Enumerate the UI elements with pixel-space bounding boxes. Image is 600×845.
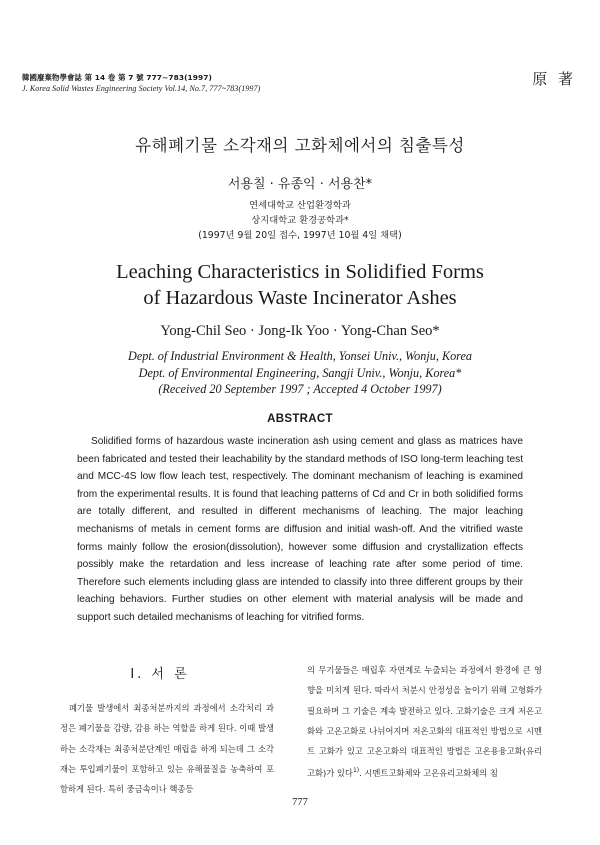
journal-name-korean: 韓國廢棄物學會誌 第 14 卷 第 7 號 777~783(1997) — [22, 73, 212, 82]
korean-affiliations — [0, 198, 600, 243]
reference-mark[interactable]: 1) — [352, 767, 360, 775]
body-column-left — [60, 698, 274, 799]
journal-name-english: J. Korea Solid Wastes Engineering Society Vol.14, No.7, 777~783(1997) — [22, 84, 261, 93]
korean-title: 유해폐기물 소각재의 고화체에서의 침출특성 — [135, 136, 465, 155]
introduction-paragraph-right — [307, 660, 542, 784]
korean-received-date: (1997년 9월 20일 접수, 1997년 10월 4일 채택) — [198, 230, 402, 241]
section-title-introduction: Ⅰ. 서 론 — [130, 667, 190, 682]
english-authors: Yong-Chil Seo · Jong-Ik Yoo · Yong-Chan Seo* — [160, 323, 440, 339]
introduction-text-part-1: 의 무기물들은 매립후 자연계로 누출되는 과정에서 환경에 큰 영향을 미치게 된다. 따라서 처분시 안정성을 높이기 위해 고형화가 필요하며 그 기술은 계속 발전하고 있다. 고화기술은 크게 저온고화와 고온고화로 나뉘어지며 저온고화의 대표적인 방법으로 시멘트 고화가 있고 고온고화의 대표적인 방법은 고온용융고화(유리고화)가 있다 — [307, 665, 542, 779]
introduction-text-part-2: . 시멘트고화체와 고온유리고화체의 침 — [359, 768, 498, 779]
korean-affiliation-2: 상지대학교 환경공학과* — [251, 215, 349, 226]
korean-authors: 서용칠 · 유종익 · 서용찬* — [227, 177, 373, 192]
english-received-date: (Received 20 September 1997 ; Accepted 4 October 1997) — [158, 382, 442, 396]
introduction-paragraph-left: 폐기물 발생에서 최종처분까지의 과정에서 소각처리 과정은 폐기물을 감량, 감용 하는 역할을 하게 된다. 이때 발생하는 소각재는 최종처분단계인 매립을 하게 되는데 그 소각재는 투입폐기물이 포함하고 있는 유해물질을 농축하여 포함하게 된다. 특히 중금속이나 핵종등 — [60, 703, 274, 795]
page-number: 777 — [292, 797, 308, 808]
article-type-label: 原 著 — [532, 70, 576, 88]
journal-header — [22, 72, 260, 94]
abstract-heading: ABSTRACT — [267, 413, 333, 425]
korean-affiliation-1: 연세대학교 산업환경학과 — [249, 200, 351, 211]
english-affiliation-2: Dept. of Environmental Engineering, Sangji Univ., Wonju, Korea* — [138, 365, 462, 380]
english-affiliation-1: Dept. of Industrial Environment & Health, Yonsei Univ., Wonju, Korea — [128, 349, 472, 363]
english-title-line-1: Leaching Characteristics in Solidified Forms — [116, 261, 484, 283]
abstract-body — [77, 433, 523, 627]
english-title-line-2: of Hazardous Waste Incinerator Ashes — [143, 287, 457, 309]
abstract-text: Solidified forms of hazardous waste incineration ash using cement and glass as matrices have been fabricated and tested their leachability by the standard methods of ISO long-term leaching test and MCC-4S low flow leach test, respectively. The dominant mechanism of leaching is examined from the experimental results. It is found that leaching patterns of Cd and Cr in both solidified forms are totally different, and resulted in different mechanisms of leaching. The major leaching mechanisms of metals in cement forms are diffusion and initial wash-off. And the vitrified waste forms mainly follow the erosion(dissolution), however some diffusion and crystallization effects possibly make the retardation and less increase of leaching rate after some period of time. Therefore such elements including glass are intended to classify into three different groups by their leaching behaviors. Further studies on other element with material analysis will be made and support such detailed mechanisms of leaching for vitrified forms. — [77, 436, 523, 623]
body-column-right — [307, 660, 542, 784]
english-affiliations — [0, 348, 600, 398]
english-title — [0, 259, 600, 311]
